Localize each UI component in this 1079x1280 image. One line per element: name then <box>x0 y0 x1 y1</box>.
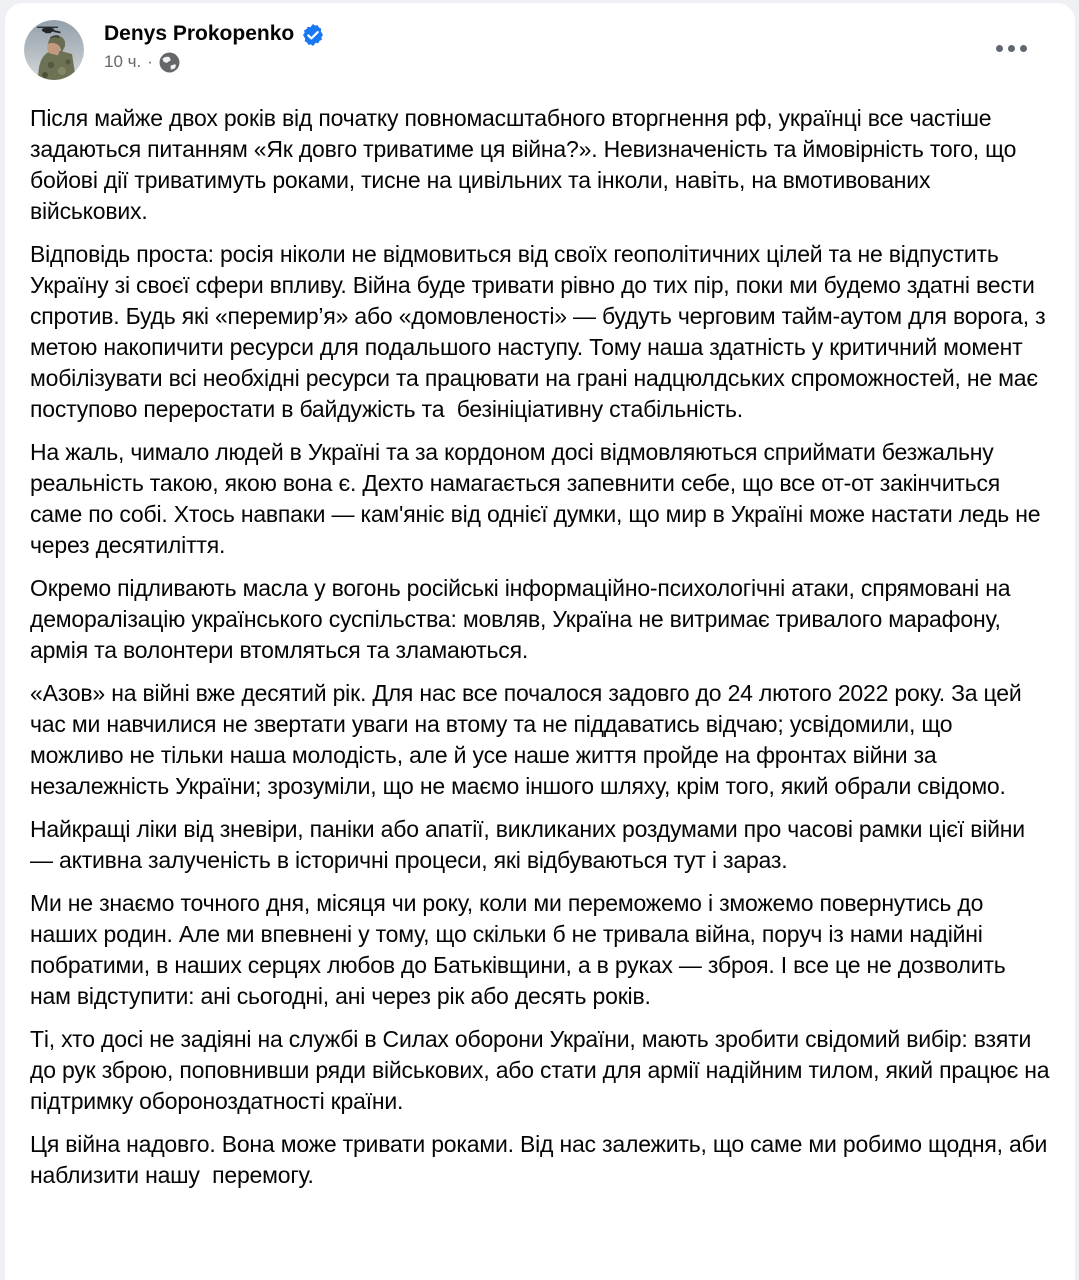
post-paragraph: Ми не знаємо точного дня, місяця чи року, коли ми переможемо і зможемо повернутись до наших родин. Але ми впевнені у тому, що скільки б не тривала війна, поруч із нами надійні побратими, в наших серцях любов до Батьківщини, а в руках — зброя. І все це не дозволить нам відступити: ані сьогодні, ані через рік або десять років. <box>30 890 1012 1009</box>
post-card <box>5 3 1075 1280</box>
post-paragraph: Після майже двох років від початку повномасштабного вторгнення рф, українці все частіше задаються питанням «Як довго триватиме ця війна?». Невизначеність та ймовірність того, що бойові дії триватимуть роками, тисне на цивільних та інколи, навіть, на вмотивованих військових. <box>30 105 1023 224</box>
author-name-row <box>104 21 324 47</box>
post-header <box>5 3 1075 85</box>
post-paragraph: «Азов» на війні вже десятий рік. Для нас все почалося задовго до 24 лютого 2022 року. За цей час ми навчилися не звертати уваги на втому та не піддаватись відчаю; усвідомили, що можливо не тільки наша молодість, але й усе наше життя пройде на фронтах війни за незалежність України; зрозуміли, що не маємо іншого шляху, крім того, який обрали свідомо. <box>30 680 1028 799</box>
post-paragraph: Окремо підливають масла у вогонь російські інформаційно-психологічні атаки, спрямовані на деморалізацію українського суспільства: мовляв, Україна не витримає тривалого марафону, армія та волонтери втомляться та зламаються. <box>30 575 1017 663</box>
globe-icon <box>159 52 180 73</box>
post-menu-button[interactable] <box>992 41 1031 56</box>
timestamp[interactable]: 10 ч. <box>104 52 142 71</box>
ellipsis-icon <box>1008 45 1015 52</box>
post-paragraph: Найкращі ліки від зневіри, паніки або апатії, викликаних роздумами про часові рамки цієї війни — активна залученість в історичні процеси, які відбуваються тут і зараз. <box>30 816 1032 873</box>
post-paragraph: Відповідь проста: росія ніколи не відмовиться від своїх геополітичних цілей та не відпустить Україну зі своєї сфери впливу. Війна буде тривати рівно до тих пір, поки ми будемо здатні вести спротив. Будь які «перемир’я» або «домовленості» — будуть черговим тайм-аутом для ворога, з метою накопичити ресурси для подальшого наступу. Тому наша здатність у критичний момент мобілізувати всі необхідні ресурси та працювати на грані надцюлдських спроможностей, не має поступово переростати в байдужість та безініціативну стабільність. <box>30 241 1052 422</box>
post-meta-row <box>104 51 324 73</box>
author-name[interactable]: Denys Prokopenko <box>104 22 295 45</box>
post-paragraph: Ті, хто досі не задіяні на службі в Силах оборони України, мають зробити свідомий вибір: взяти до рук зброю, поповнивши ряди військових, або стати для армії надійним тилом, який працює на підтримку обороноздатності країни. <box>30 1026 1056 1114</box>
post-paragraph: На жаль, чимало людей в Україні та за кордоном досі відмовляються сприймати безжальну реальність такою, якою вона є. Дехто намагається запевнити себе, що все от-от закінчиться саме по собі. Хтось навпаки — кам'яніє від однієї думки, що мир в Україні може настати ледь не через десятиліття. <box>30 439 1047 558</box>
post-body <box>5 85 1075 1191</box>
avatar[interactable] <box>24 20 84 80</box>
avatar-photo <box>24 20 84 80</box>
verified-badge-icon <box>302 24 324 46</box>
header-meta <box>104 20 324 73</box>
post-paragraph: Ця війна надовго. Вона може тривати роками. Від нас залежить, що саме ми робимо щодня, аби наблизити нашу перемогу. <box>30 1131 1054 1188</box>
ellipsis-icon <box>996 45 1003 52</box>
meta-separator: · <box>147 52 153 71</box>
ellipsis-icon <box>1020 45 1027 52</box>
